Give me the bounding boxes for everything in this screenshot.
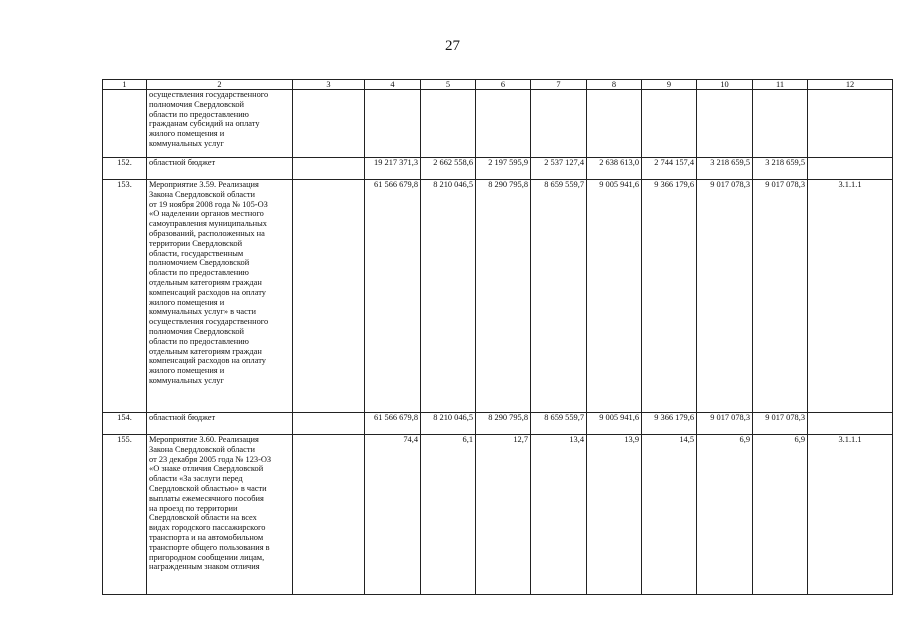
- cell-value: 13,4: [531, 435, 587, 595]
- cell-value: [421, 90, 476, 158]
- cell-target-code: 3.1.1.1: [808, 435, 893, 595]
- cell-value: 9 017 078,3: [753, 413, 808, 435]
- column-header: 8: [587, 80, 642, 90]
- cell-value: 3 218 659,5: [697, 158, 753, 180]
- column-header: 4: [365, 80, 421, 90]
- table-row: [103, 158, 893, 180]
- cell-value: 6,1: [421, 435, 476, 595]
- row-number: 155.: [103, 435, 147, 595]
- header-row: [103, 80, 893, 90]
- cell-value: 2 537 127,4: [531, 158, 587, 180]
- cell-col3: [293, 413, 365, 435]
- cell-value: 8 290 795,8: [476, 413, 531, 435]
- cell-col3: [293, 180, 365, 413]
- cell-col3: [293, 158, 365, 180]
- cell-total: 74,4: [365, 435, 421, 595]
- cell-target-code: 3.1.1.1: [808, 180, 893, 413]
- cell-col3: [293, 90, 365, 158]
- row-number: [103, 90, 147, 158]
- cell-value: 2 638 613,0: [587, 158, 642, 180]
- row-description: областной бюджет: [147, 158, 293, 180]
- column-header: 1: [103, 80, 147, 90]
- cell-value: [531, 90, 587, 158]
- cell-value: 8 210 046,5: [421, 413, 476, 435]
- table-row: [103, 435, 893, 595]
- cell-value: [587, 90, 642, 158]
- cell-value: [476, 90, 531, 158]
- cell-value: 3 218 659,5: [753, 158, 808, 180]
- cell-total: [365, 90, 421, 158]
- column-header: 3: [293, 80, 365, 90]
- cell-value: 9 017 078,3: [697, 413, 753, 435]
- cell-total: 61 566 679,8: [365, 180, 421, 413]
- cell-value: 8 659 559,7: [531, 413, 587, 435]
- cell-value: 6,9: [697, 435, 753, 595]
- cell-total: 19 217 371,3: [365, 158, 421, 180]
- cell-value: 8 290 795,8: [476, 180, 531, 413]
- table-row: [103, 413, 893, 435]
- column-header: 5: [421, 80, 476, 90]
- column-header: 6: [476, 80, 531, 90]
- cell-value: [642, 90, 697, 158]
- cell-value: 6,9: [753, 435, 808, 595]
- cell-value: 13,9: [587, 435, 642, 595]
- cell-value: 12,7: [476, 435, 531, 595]
- row-number: 152.: [103, 158, 147, 180]
- cell-value: 9 005 941,6: [587, 413, 642, 435]
- row-description: областной бюджет: [147, 413, 293, 435]
- column-header: 12: [808, 80, 893, 90]
- page-number: 27: [445, 38, 460, 54]
- cell-target-code: [808, 90, 893, 158]
- row-number: 153.: [103, 180, 147, 413]
- cell-value: 9 017 078,3: [753, 180, 808, 413]
- cell-value: [753, 90, 808, 158]
- column-header: 7: [531, 80, 587, 90]
- cell-value: [697, 90, 753, 158]
- cell-value: 8 659 559,7: [531, 180, 587, 413]
- column-header: 10: [697, 80, 753, 90]
- cell-value: 9 017 078,3: [697, 180, 753, 413]
- cell-col3: [293, 435, 365, 595]
- column-header: 9: [642, 80, 697, 90]
- cell-value: 9 005 941,6: [587, 180, 642, 413]
- cell-value: 9 366 179,6: [642, 413, 697, 435]
- cell-value: 8 210 046,5: [421, 180, 476, 413]
- row-description: Мероприятие 3.59. Реализация Закона Свердловской области от 19 ноября 2008 года № 105-ОЗ «О наделении органов местного самоуправления муниципальных образований, расположенных на территории Свердловской области, государственным полномочием Свердловской области по предоставлению отдельным категориям граждан компенсаций расходов на оплату жилого помещения и коммунальных услуг» в части осуществления государственного полномочия Свердловской области по предоставлению отдельным категориям граждан компенсаций расходов на оплату жилого помещения и коммунальных услуг: [147, 180, 293, 413]
- column-header: 2: [147, 80, 293, 90]
- table-row: [103, 180, 893, 413]
- row-description: Мероприятие 3.60. Реализация Закона Свердловской области от 23 декабря 2005 года № 123-ОЗ «О знаке отличия Свердловской области «За заслуги перед Свердловской областью» в части выплаты ежемесячного пособия на проезд по территории Свердловской области на всех видах городского пассажирского транспорта и на автомобильном транспорте общего пользования в пригородном сообщении лицам, награжденным знаком отличия: [147, 435, 293, 595]
- row-number: 154.: [103, 413, 147, 435]
- column-header: 11: [753, 80, 808, 90]
- cell-value: 14,5: [642, 435, 697, 595]
- row-description: осуществления государственного полномочия Свердловской области по предоставлению гражданам субсидий на оплату жилого помещения и коммунальных услуг: [147, 90, 293, 158]
- cell-value: 9 366 179,6: [642, 180, 697, 413]
- cell-target-code: [808, 158, 893, 180]
- budget-table: [102, 79, 893, 595]
- cell-value: 2 662 558,6: [421, 158, 476, 180]
- table-row: [103, 90, 893, 158]
- cell-value: 2 744 157,4: [642, 158, 697, 180]
- cell-total: 61 566 679,8: [365, 413, 421, 435]
- cell-value: 2 197 595,9: [476, 158, 531, 180]
- cell-target-code: [808, 413, 893, 435]
